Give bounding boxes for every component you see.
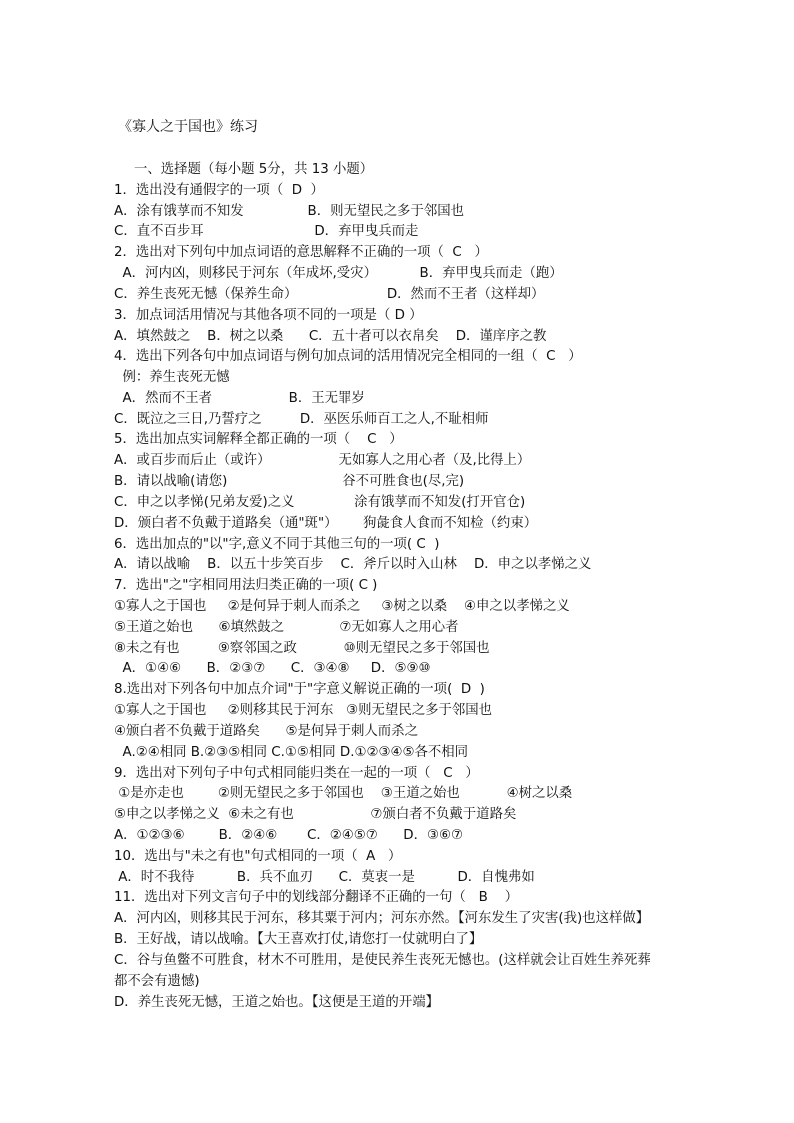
q9-items-row2: ⑤申之以孝悌之义 ⑥未之有也 ⑦颁白者不负戴于道路矣 — [114, 807, 517, 822]
q1-options-cd: C．直不百步耳 D．弃甲曳兵而走 — [114, 224, 419, 239]
q9-items-row1: ①是亦走也 ②则无望民之多于邻国也 ③王道之始也 ④树之以桑 — [114, 786, 573, 801]
q8-options: A.②④相同 B.②③⑤相同 C.①⑤相同 D.①②③④⑤各不相同 — [114, 745, 469, 760]
q7-items-row3: ⑧未之有也 ⑨察邻国之政 ⑩则无望民之多于邻国也 — [114, 641, 490, 656]
q9-stem: 9．选出对下列句子中句式相同能归类在一起的一项（ C ） — [114, 766, 479, 781]
q5-option-c: C．申之以孝悌(兄弟友爱)之义 涂有饿莩而不知发(打开官仓) — [114, 495, 526, 510]
q2-options-ab: A．河内凶，则移民于河东（年成坏,受灾） B．弃甲曳兵而走（跑） — [114, 266, 563, 281]
q7-items-row1: ①寡人之于国也 ②是何异于刺人而杀之 ③树之以桑 ④申之以孝悌之义 — [114, 599, 570, 614]
q5-option-d: D．颁白者不负戴于道路矣（通"斑"） 狗彘食人食而不知检（约束） — [114, 516, 538, 531]
q3-options: A．填然鼓之 B．树之以桑 C．五十者可以衣帛矣 D．谨庠序之教 — [114, 329, 547, 344]
q7-options: A．①④⑥ B．②③⑦ C．③④⑧ D．⑤⑨⑩ — [114, 661, 431, 676]
q9-options: A．①②③⑥ B．②④⑥ C．②④⑤⑦ D．③⑥⑦ — [114, 828, 464, 843]
section-heading: 一、选择题（每小题 5分，共 13 小题） — [134, 162, 374, 177]
q4-options-cd: C．既泣之三日,乃誓疗之 D．巫医乐师百工之人,不耻相师 — [114, 412, 489, 427]
q4-options-ab: A．然而不王者 B．王无罪岁 — [114, 391, 365, 406]
q7-stem: 7．选出"之"字相同用法归类正确的一项( C ) — [114, 578, 378, 593]
q10-options: A．时不我待 B．兵不血刃 C．莫衷一是 D．自愧弗如 — [114, 870, 535, 885]
q4-example: 例：养生丧死无憾 — [114, 370, 230, 385]
q5-stem: 5．选出加点实词解释全都正确的一项（ C ） — [114, 432, 403, 447]
q5-option-a: A．或百步而后止（或许） 无如寡人之用心者（及,比得上） — [114, 453, 531, 468]
q1-options-ab: A．涂有饿莩而不知发 B．则无望民之多于邻国也 — [114, 204, 465, 219]
q2-stem: 2．选出对下列句中加点词语的意思解释不正确的一项（ C ） — [114, 245, 488, 260]
document-title: 《寡人之于国也》练习 — [118, 119, 258, 135]
q11-stem: 11．选出对下列文言句子中的划线部分翻译不正确的一句（ B ） — [114, 890, 519, 905]
q8-stem: 8.选出对下列各句中加点介词"于"字意义解说正确的一项( D ) — [114, 682, 485, 697]
q7-items-row2: ⑤王道之始也 ⑥填然鼓之 ⑦无如寡人之用心者 — [114, 620, 459, 635]
q8-items-row2: ④颁白者不负戴于道路矣 ⑤是何异于刺人而杀之 — [114, 724, 418, 739]
q4-stem: 4．选出下列各句中加点词语与例句加点词的活用情况完全相同的一组（ C ） — [114, 349, 582, 364]
q2-options-cd: C．养生丧死无憾（保养生命） D．然而不王者（这样却） — [114, 287, 545, 302]
q10-stem: 10．选出与"未之有也"句式相同的一项（ A ） — [114, 849, 402, 864]
q11-option-d: D．养生丧死无憾，王道之始也。【这便是王道的开端】 — [114, 995, 439, 1010]
q1-stem: 1．选出没有通假字的一项（ D ） — [114, 183, 324, 198]
q11-option-b: B．王好战，请以战喻。【大王喜欢打仗,请您打一仗就明白了】 — [114, 932, 483, 947]
q6-stem: 6．选出加点的"以"字,意义不同于其他三句的一项( C ) — [114, 537, 440, 552]
q11-option-c: C．谷与鱼鳖不可胜食，材木不可胜用，是使民养生丧死无憾也。(这样就会让百姓生养死葬 — [114, 953, 651, 968]
q8-items-row1: ①寡人之于国也 ②则移其民于河东 ③则无望民之多于邻国也 — [114, 703, 493, 718]
q5-option-b: B．请以战喻(请您) 谷不可胜食也(尽,完) — [114, 474, 465, 489]
q11-option-a: A．河内凶，则移其民于河东，移其粟于河内；河东亦然。【河东发生了灾害(我)也这样做】 — [114, 911, 650, 926]
q3-stem: 3．加点词活用情况与其他各项不同的一项是（ D ） — [114, 308, 423, 323]
q6-options: A．请以战喻 B．以五十步笑百步 C．斧斤以时入山林 D．申之以孝悌之义 — [114, 557, 592, 572]
q11-option-c-continued: 都不会有遗憾) — [114, 974, 200, 989]
